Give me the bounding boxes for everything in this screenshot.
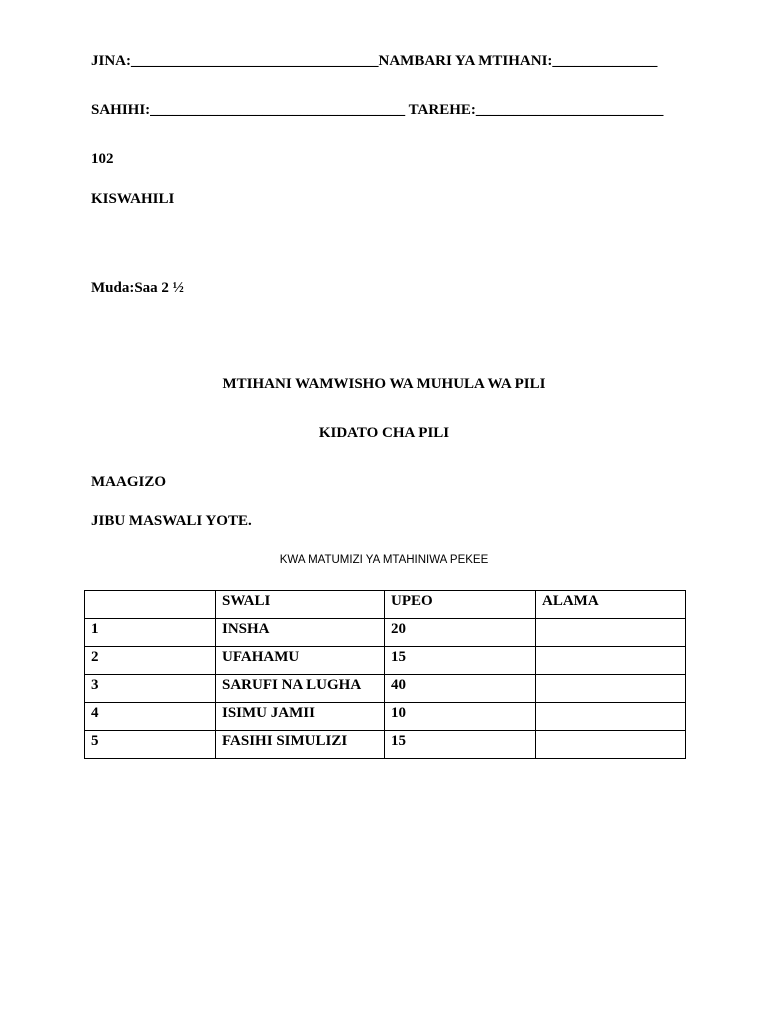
question-cell: ISIMU JAMII <box>216 703 385 731</box>
score-cell <box>536 647 686 675</box>
paper-code: 102 <box>91 151 114 167</box>
table-row <box>85 619 686 647</box>
score-cell <box>536 619 686 647</box>
duration: Muda:Saa 2 ½ <box>91 280 184 296</box>
score-cell <box>536 703 686 731</box>
name-and-exam-number-line: JINA:_________________________________NAMBARI YA MTIHANI:______________ <box>91 53 658 69</box>
row-number-cell: 4 <box>85 703 216 731</box>
question-cell: INSHA <box>216 619 385 647</box>
table-row <box>85 703 686 731</box>
max-marks-cell: 15 <box>385 647 536 675</box>
question-cell: SARUFI NA LUGHA <box>216 675 385 703</box>
table-row <box>85 647 686 675</box>
instructions-heading: MAAGIZO <box>91 474 166 490</box>
subject-title: KISWAHILI <box>91 191 175 207</box>
header-cell-score: ALAMA <box>536 591 686 619</box>
table-caption: KWA MATUMIZI YA MTAHINIWA PEKEE <box>279 554 489 566</box>
question-cell: UFAHAMU <box>216 647 385 675</box>
question-cell: FASIHI SIMULIZI <box>216 731 385 759</box>
table-header-row <box>85 591 686 619</box>
marks-table <box>84 590 686 759</box>
row-number-cell: 3 <box>85 675 216 703</box>
row-number-cell: 2 <box>85 647 216 675</box>
instructions-text: JIBU MASWALI YOTE. <box>91 513 252 529</box>
signature-and-date-line: SAHIHI:__________________________________ TAREHE:_________________________ <box>91 102 664 118</box>
header-cell-question: SWALI <box>216 591 385 619</box>
table-row <box>85 731 686 759</box>
score-cell <box>536 675 686 703</box>
form-level: KIDATO CHA PILI <box>318 425 450 441</box>
max-marks-cell: 15 <box>385 731 536 759</box>
max-marks-cell: 20 <box>385 619 536 647</box>
row-number-cell: 1 <box>85 619 216 647</box>
exam-title: MTIHANI WAMWISHO WA MUHULA WA PILI <box>222 376 546 392</box>
header-cell-max-marks: UPEO <box>385 591 536 619</box>
max-marks-cell: 10 <box>385 703 536 731</box>
header-cell-number <box>85 591 216 619</box>
max-marks-cell: 40 <box>385 675 536 703</box>
table-row <box>85 675 686 703</box>
score-cell <box>536 731 686 759</box>
row-number-cell: 5 <box>85 731 216 759</box>
